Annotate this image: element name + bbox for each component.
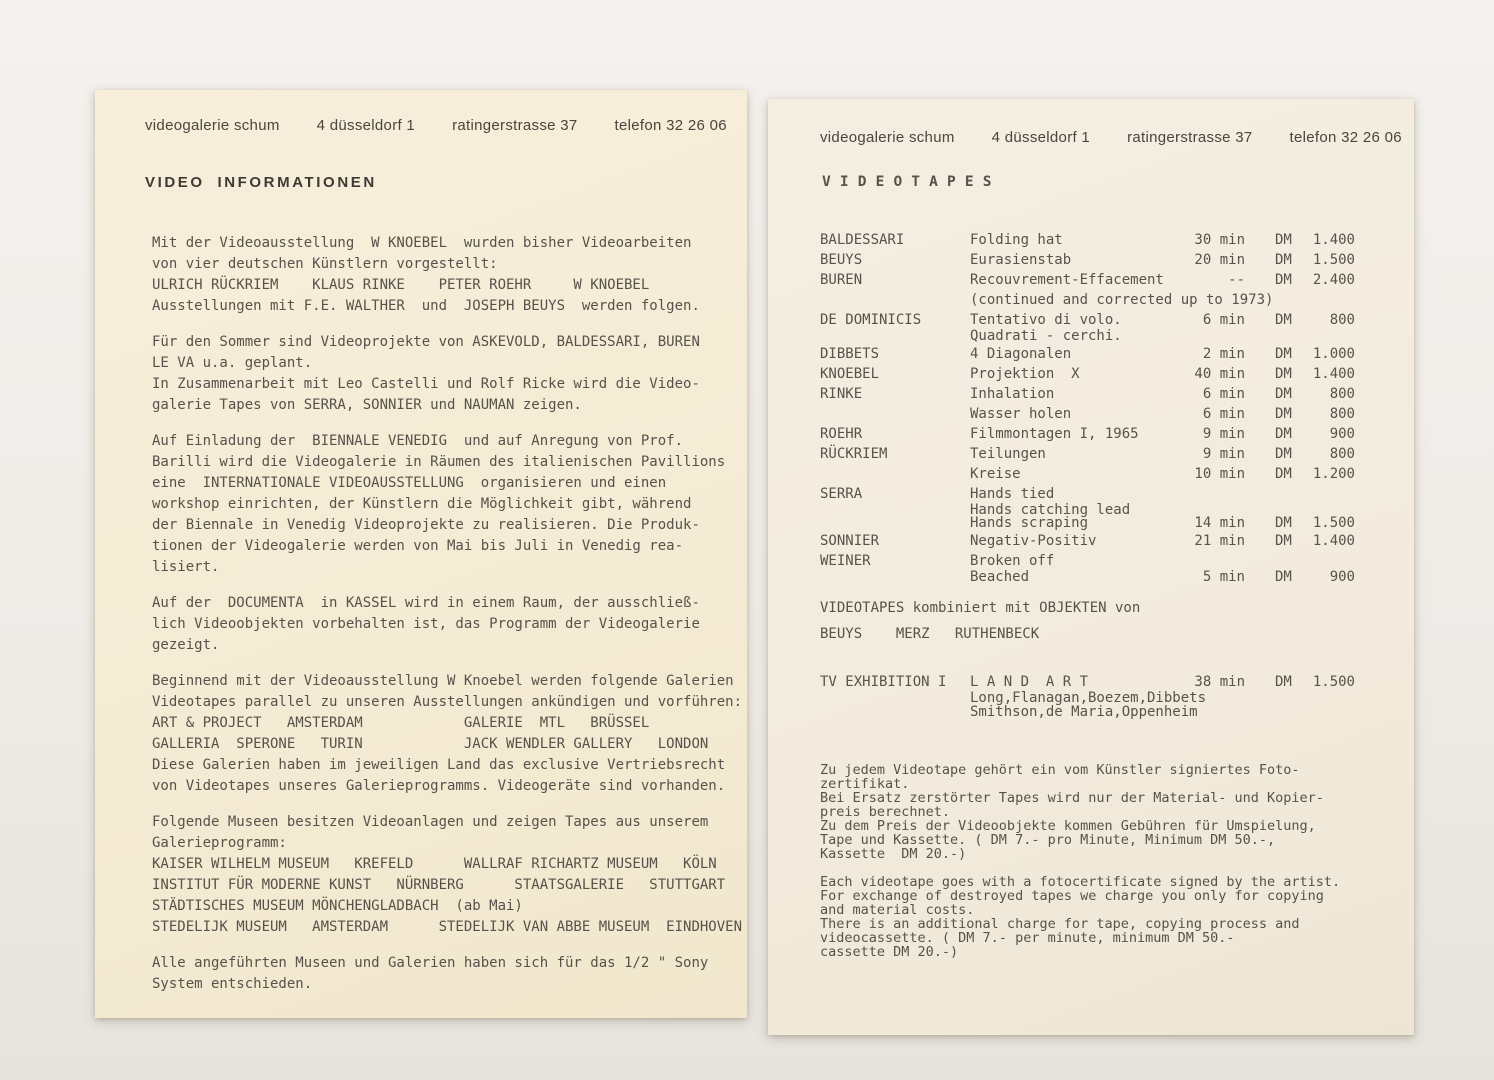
currency-cell: DM: [1275, 515, 1292, 531]
currency-cell: DM: [1275, 674, 1292, 690]
price-cell: [1297, 551, 1355, 571]
duration-cell: 10 min: [1194, 465, 1245, 482]
tv-exhibition-table: [820, 672, 1414, 719]
note-line-en: and material costs.: [820, 902, 975, 918]
body-text-line: [152, 578, 747, 593]
body-text-line: tionen der Videogalerie werden von Mai bis Juli in Venedig rea-: [152, 538, 684, 554]
notes-english: [820, 875, 1414, 959]
title-cell: Quadrati - cerchi.: [970, 328, 1122, 344]
title-cell: Hands tied: [970, 485, 1055, 502]
body-text-line: Videotapes parallel zu unseren Ausstellungen ankündigen und vorführen:: [152, 694, 743, 710]
body-text-line: Auf Einladung der BIENNALE VENEDIG und auf Anregung von Prof.: [152, 433, 684, 449]
title-cell: Hands scraping: [970, 515, 1089, 531]
price-cell: [1310, 706, 1368, 720]
price-cell: [1297, 330, 1355, 344]
duration-cell: 38 min: [1194, 674, 1245, 690]
title-cell: Eurasienstab: [970, 252, 1072, 268]
currency-cell: [1258, 706, 1310, 720]
body-text-line: STEDELIJK MUSEUM AMSTERDAM STEDELIJK VAN ABBE MUSEUM EINDHOVEN: [152, 919, 743, 935]
duration-cell: 40 min: [1194, 365, 1245, 382]
title-cell: Broken off: [970, 552, 1055, 569]
title-cell: Tentativo di volo.: [970, 312, 1122, 328]
duration-cell: [1185, 484, 1245, 504]
videotape-row: [820, 484, 1414, 504]
artist-cell: [820, 692, 970, 706]
artist-cell: [820, 330, 970, 344]
note-line-de: Tape und Kassette. ( DM 7.- pro Minute, Minimum DM 50.-,: [820, 832, 1276, 848]
body-text-line: Barilli wird die Videogalerie in Räumen des italienischen Pavillions: [152, 454, 726, 470]
body-text-line: lisiert.: [152, 559, 220, 575]
videotape-row: [820, 703, 1414, 720]
price-cell: [1318, 692, 1376, 706]
artist-cell: DIBBETS: [820, 345, 880, 362]
currency-cell: DM: [1275, 532, 1292, 549]
duration-cell: 5 min: [1202, 568, 1245, 585]
title-cell: Inhalation: [970, 385, 1055, 402]
duration-cell: [1273, 290, 1333, 310]
notes-section: [820, 763, 1414, 959]
duration-cell: 20 min: [1194, 252, 1245, 268]
combined-objects-heading: VIDEOTAPES kombiniert mit OBJEKTEN von: [820, 600, 1141, 616]
duration-cell: 30 min: [1194, 232, 1245, 248]
body-text-line: Ausstellungen mit F.E. WALTHER und JOSEPH BEUYS werden folgen.: [152, 298, 700, 314]
body-text-line: von Videotapes unseres Galerieprogramms. Videogeräte sind vorhanden.: [152, 778, 726, 794]
title-cell: Hands catching lead: [970, 501, 1131, 518]
right-page: [768, 99, 1414, 1035]
artist-cell: RINKE: [820, 385, 863, 402]
videotape-row: [820, 230, 1414, 250]
body-text-line: der Biennale in Venedig Videoprojekte zu realisieren. Die Produk-: [152, 517, 700, 533]
videotape-row: [820, 424, 1414, 444]
notes-german: [820, 763, 1414, 861]
artist-cell: [820, 404, 970, 424]
price-cell: 1.500: [1312, 515, 1355, 531]
price-cell: 900: [1329, 568, 1355, 585]
body-text-line: Galerieprogramm:: [152, 835, 287, 851]
price-cell: [1385, 290, 1443, 310]
videotape-row: [820, 364, 1414, 384]
price-cell: 1.000: [1312, 345, 1355, 362]
body-text-line: System entschieden.: [152, 976, 313, 992]
note-line-de: preis berechnet.: [820, 804, 951, 820]
body-text-line: galerie Tapes von SERRA, SONNIER und NAUMAN zeigen.: [152, 397, 582, 413]
artist-cell: [820, 571, 970, 585]
note-line-de: Kassette DM 20.-): [820, 846, 967, 862]
currency-cell: [1266, 692, 1318, 706]
title-cell: Beached: [970, 568, 1030, 585]
videotape-row: [820, 384, 1414, 404]
videotape-row: [820, 551, 1414, 571]
duration-cell: 9 min: [1202, 445, 1245, 462]
body-text-line: LE VA u.a. geplant.: [152, 355, 313, 371]
duration-cell: [1198, 706, 1258, 720]
currency-cell: DM: [1275, 568, 1292, 585]
videotape-row: [820, 531, 1414, 551]
body-text-line: In Zusammenarbeit mit Leo Castelli und Rolf Ricke wird die Video-: [152, 376, 700, 392]
price-cell: [1297, 484, 1355, 504]
duration-cell: 21 min: [1194, 532, 1245, 549]
currency-cell: DM: [1275, 445, 1292, 462]
body-text-line: von vier deutschen Künstlern vorgestellt:: [152, 256, 498, 272]
title-cell: Wasser holen: [970, 405, 1072, 422]
duration-cell: [1206, 692, 1266, 706]
title-cell: Long,Flanagan,Boezem,Dibbets: [970, 690, 1207, 706]
price-cell: 1.200: [1312, 465, 1355, 482]
letterhead-phone: telefon 32 26 06: [1289, 129, 1402, 146]
videotape-row: [820, 568, 1414, 585]
artist-cell: [820, 290, 970, 310]
videotape-row: [820, 444, 1414, 464]
artist-cell: DE DOMINICIS: [820, 312, 922, 328]
body-text-line: Mit der Videoausstellung W KNOEBEL wurden bisher Videoarbeiten: [152, 235, 692, 251]
artist-cell: RÜCKRIEM: [820, 445, 888, 462]
note-line-de: Zu dem Preis der Videoobjekte kommen Gebühren für Umspielung,: [820, 818, 1316, 834]
artist-cell: BUREN: [820, 272, 863, 288]
body-text-line: Für den Sommer sind Videoprojekte von ASKEVOLD, BALDESSARI, BUREN: [152, 334, 700, 350]
body-text-line: [152, 416, 747, 431]
letterhead-name: videogalerie schum: [820, 129, 955, 146]
price-cell: 1.500: [1312, 252, 1355, 268]
currency-cell: DM: [1275, 465, 1292, 482]
note-line-de: Bei Ersatz zerstörter Tapes wird nur der Material- und Kopier-: [820, 790, 1324, 806]
body-text-line: eine INTERNATIONALE VIDEOAUSSTELLUNG organisieren und einen: [152, 475, 667, 491]
videotape-row: [820, 270, 1414, 290]
videotape-row: [820, 517, 1414, 531]
title-cell: Kreise: [970, 465, 1021, 482]
artist-cell: KNOEBEL: [820, 365, 880, 382]
currency-cell: DM: [1275, 252, 1292, 268]
videotape-row: [820, 290, 1414, 310]
currency-cell: [1333, 290, 1385, 310]
currency-cell: DM: [1275, 272, 1292, 288]
title-cell: 4 Diagonalen: [970, 345, 1072, 362]
videotape-row: [820, 310, 1414, 330]
body-text-line: Diese Galerien haben im jeweiligen Land das exclusive Vertriebsrecht: [152, 757, 726, 773]
body-text-line: workshop einrichten, der Künstlern die Möglichkeit gibt, während: [152, 496, 692, 512]
body-text-line: ULRICH RÜCKRIEM KLAUS RINKE PETER ROEHR W KNOEBEL: [152, 277, 650, 293]
currency-cell: DM: [1275, 365, 1292, 382]
letterhead-street: ratingerstrasse 37: [1127, 129, 1253, 146]
note-line-en: There is an additional charge for tape, copying process and: [820, 916, 1300, 932]
left-body-text: [152, 233, 747, 995]
combined-objects-section: [820, 598, 1414, 644]
duration-cell: 9 min: [1202, 425, 1245, 442]
body-text-line: INSTITUT FÜR MODERNE KUNST NÜRNBERG STAATSGALERIE STUTTGART: [152, 877, 726, 893]
title-cell: L A N D A R T: [970, 674, 1089, 690]
body-text-line: [152, 317, 747, 332]
artist-cell: SONNIER: [820, 532, 880, 549]
currency-cell: [1245, 330, 1297, 344]
artist-cell: [820, 504, 970, 518]
letterhead-phone: telefon 32 26 06: [614, 117, 727, 134]
letterhead-right: [820, 129, 1414, 146]
price-cell: 1.400: [1312, 232, 1355, 248]
note-line-de: zertifikat.: [820, 776, 910, 792]
artist-cell: BEUYS: [820, 252, 863, 268]
duration-cell: --: [1228, 272, 1245, 288]
currency-cell: DM: [1275, 385, 1292, 402]
duration-cell: [1185, 551, 1245, 571]
duration-cell: 2 min: [1202, 345, 1245, 362]
left-page: [95, 90, 747, 1018]
title-cell: Smithson,de Maria,Oppenheim: [970, 703, 1198, 720]
currency-cell: DM: [1275, 345, 1292, 362]
letterhead-city: 4 düsseldorf 1: [316, 117, 416, 134]
artist-cell: WEINER: [820, 552, 871, 569]
price-cell: 900: [1329, 425, 1355, 442]
body-text-line: [152, 797, 747, 812]
body-text-line: [152, 656, 747, 671]
price-cell: 1.500: [1312, 674, 1355, 690]
artist-cell: ROEHR: [820, 425, 863, 442]
note-line-en: Each videotape goes with a fotocertificate signed by the artist.: [820, 874, 1341, 890]
price-cell: 800: [1329, 312, 1355, 328]
videotape-row: [820, 250, 1414, 270]
body-text-line: ART & PROJECT AMSTERDAM GALERIE MTL BRÜSSEL: [152, 715, 650, 731]
artist-cell: [820, 517, 970, 531]
body-text-line: gezeigt.: [152, 637, 220, 653]
body-text-line: KAISER WILHELM MUSEUM KREFELD WALLRAF RICHARTZ MUSEUM KÖLN: [152, 856, 717, 872]
artist-cell: [820, 706, 970, 720]
currency-cell: [1245, 484, 1297, 504]
currency-cell: DM: [1275, 312, 1292, 328]
title-cell: Negativ-Positiv: [970, 532, 1097, 549]
duration-cell: [1185, 330, 1245, 344]
videotape-row: [820, 464, 1414, 484]
duration-cell: 14 min: [1194, 515, 1245, 531]
title-cell: (continued and corrected up to 1973): [970, 292, 1274, 308]
price-cell: 1.400: [1312, 532, 1355, 549]
duration-cell: 6 min: [1202, 312, 1245, 328]
videotape-row: [820, 404, 1414, 424]
body-text-line: Folgende Museen besitzen Videoanlagen und zeigen Tapes aus unserem: [152, 814, 709, 830]
duration-cell: 6 min: [1202, 405, 1245, 422]
letterhead-name: videogalerie schum: [145, 117, 280, 134]
currency-cell: DM: [1275, 232, 1292, 248]
title-cell: Recouvrement-Effacement: [970, 272, 1164, 288]
letterhead-left: [145, 117, 747, 134]
artist-cell: TV EXHIBITION I: [820, 674, 947, 690]
videotape-row: [820, 672, 1414, 692]
note-line-en: For exchange of destroyed tapes we charge you only for copying: [820, 888, 1324, 904]
duration-cell: 6 min: [1202, 385, 1245, 402]
currency-cell: DM: [1275, 405, 1292, 422]
price-cell: 2.400: [1312, 272, 1355, 288]
title-cell: Folding hat: [970, 232, 1063, 248]
letterhead-street: ratingerstrasse 37: [452, 117, 578, 134]
price-cell: 800: [1329, 405, 1355, 422]
currency-cell: [1245, 551, 1297, 571]
body-text-line: Beginnend mit der Videoausstellung W Knoebel werden folgende Galerien: [152, 673, 734, 689]
videotape-row: [820, 344, 1414, 364]
letterhead-city: 4 düsseldorf 1: [991, 129, 1091, 146]
title-cell: Teilungen: [970, 445, 1046, 462]
price-cell: 800: [1329, 445, 1355, 462]
page-title-video-informationen: VIDEO INFORMATIONEN: [145, 174, 377, 191]
body-text-line: GALLERIA SPERONE TURIN JACK WENDLER GALLERY LONDON: [152, 736, 709, 752]
price-cell: 1.400: [1312, 365, 1355, 382]
note-line-en: videocassette. ( DM 7.- per minute, minimum DM 50.-: [820, 930, 1235, 946]
title-cell: Projektion X: [970, 365, 1080, 382]
body-text-line: Auf der DOCUMENTA in KASSEL wird in einem Raum, der ausschließ-: [152, 595, 700, 611]
body-text-line: STÄDTISCHES MUSEUM MÖNCHENGLADBACH (ab Mai): [152, 898, 523, 914]
title-cell: Filmmontagen I, 1965: [970, 425, 1139, 442]
note-line-de: Zu jedem Videotape gehört ein vom Künstler signiertes Foto-: [820, 762, 1300, 778]
videotape-row: [820, 330, 1414, 344]
body-text-line: [152, 938, 747, 953]
artist-cell: [820, 464, 970, 484]
note-line-en: cassette DM 20.-): [820, 944, 959, 960]
artist-cell: SERRA: [820, 485, 863, 502]
body-text-line: lich Videoobjekten vorbehalten ist, das Programm der Videogalerie: [152, 616, 700, 632]
price-cell: 800: [1329, 385, 1355, 402]
page-title-videotapes: V I D E O T A P E S: [822, 174, 992, 190]
currency-cell: DM: [1275, 425, 1292, 442]
body-text-line: Alle angeführten Museen und Galerien haben sich für das 1/2 " Sony: [152, 955, 709, 971]
artist-cell: BALDESSARI: [820, 232, 905, 248]
videotapes-table: [820, 230, 1414, 584]
combined-objects-artists: BEUYS MERZ RUTHENBECK: [820, 626, 1040, 642]
